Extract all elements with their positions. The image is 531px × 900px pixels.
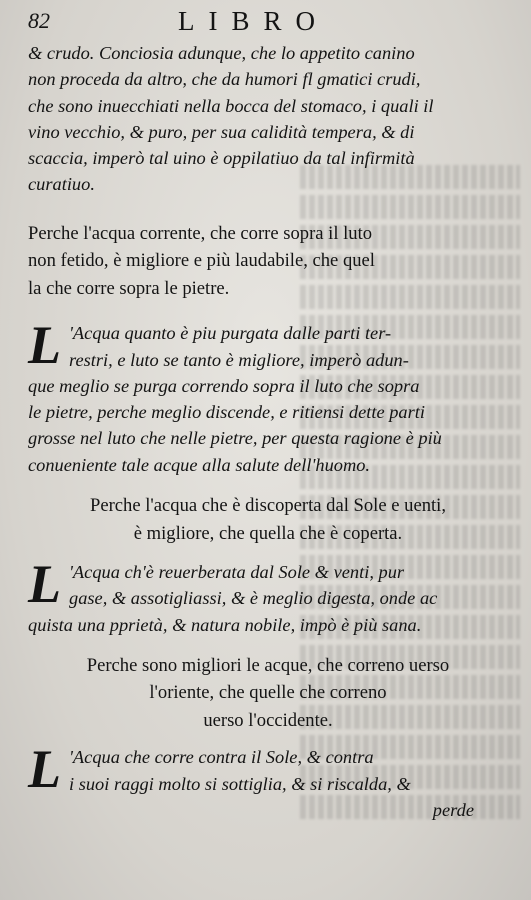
continued-paragraph <box>28 40 508 198</box>
text-line: Perche l'acqua che è discoperta dal Sole e uenti, <box>90 495 446 517</box>
text-line: i suoi raggi molto si sottiglia, & si riscalda, & <box>69 773 411 794</box>
text-line: restri, e luto se tanto è migliore, imperò adun- <box>69 349 409 370</box>
running-title: LIBRO <box>178 6 329 36</box>
answer-paragraph <box>28 315 508 478</box>
text-line: conueniente tale acque alla salute dell'huomo. <box>28 454 371 475</box>
answer-paragraph <box>28 554 508 638</box>
text-line: 'Acqua quanto è piu purgata dalle parti ter- <box>69 323 392 344</box>
running-head <box>28 6 511 40</box>
text-line: l'oriente, che quelle che correno <box>149 682 387 704</box>
catchword: perde <box>432 800 474 821</box>
text-line: vino vecchio, & puro, per sua calidità tempera, & di <box>28 121 415 142</box>
text-line: è migliore, che quella che è coperta. <box>133 522 403 544</box>
drop-cap: L <box>28 739 61 800</box>
drop-cap: L <box>28 554 61 615</box>
text-line: le pietre, perche meglio discende, e ritiensi dette parti <box>28 402 425 423</box>
text-line: & crudo. Conciosia adunque, che lo appetito canino <box>28 43 415 63</box>
text-line: scaccia, imperò tal uino è oppilatiuo da tal infirmità <box>28 148 415 169</box>
text-line: quista una pprietà, & natura nobile, impò è più sana. <box>28 614 422 635</box>
question-heading <box>28 492 508 547</box>
text-line: non fetido, è migliore e più laudabile, che quel <box>28 250 375 272</box>
text-line: curatiuo. <box>28 174 95 195</box>
page-content <box>28 40 508 823</box>
text-line: 'Acqua che corre contra il Sole, & contra <box>69 747 374 768</box>
text-line: la che corre sopra le pietre. <box>28 277 230 299</box>
answer-paragraph <box>28 739 508 823</box>
text-line: Perche sono migliori le acque, che correno uerso <box>86 654 450 676</box>
text-line: che sono inuecchiati nella bocca del stomaco, i quali il <box>28 95 434 116</box>
drop-cap: L <box>28 315 61 376</box>
question-heading <box>28 652 508 735</box>
text-line: Perche l'acqua corrente, che corre sopra il luto <box>28 222 373 244</box>
question-heading <box>28 220 508 303</box>
text-line: gase, & assotigliassi, & è meglio digesta, onde ac <box>69 588 438 609</box>
page-number: 82 <box>28 8 50 33</box>
text-line: uerso l'occidente. <box>203 709 333 731</box>
text-line: que meglio se purga correndo sopra il luto che sopra <box>28 375 420 396</box>
text-line: grosse nel luto che nelle pietre, per questa ragione è più <box>28 428 442 449</box>
text-line: 'Acqua ch'è reuerberata dal Sole & venti, pur <box>69 562 405 583</box>
text-line: non proceda da altro, che da humori fl gmatici crudi, <box>28 69 421 90</box>
